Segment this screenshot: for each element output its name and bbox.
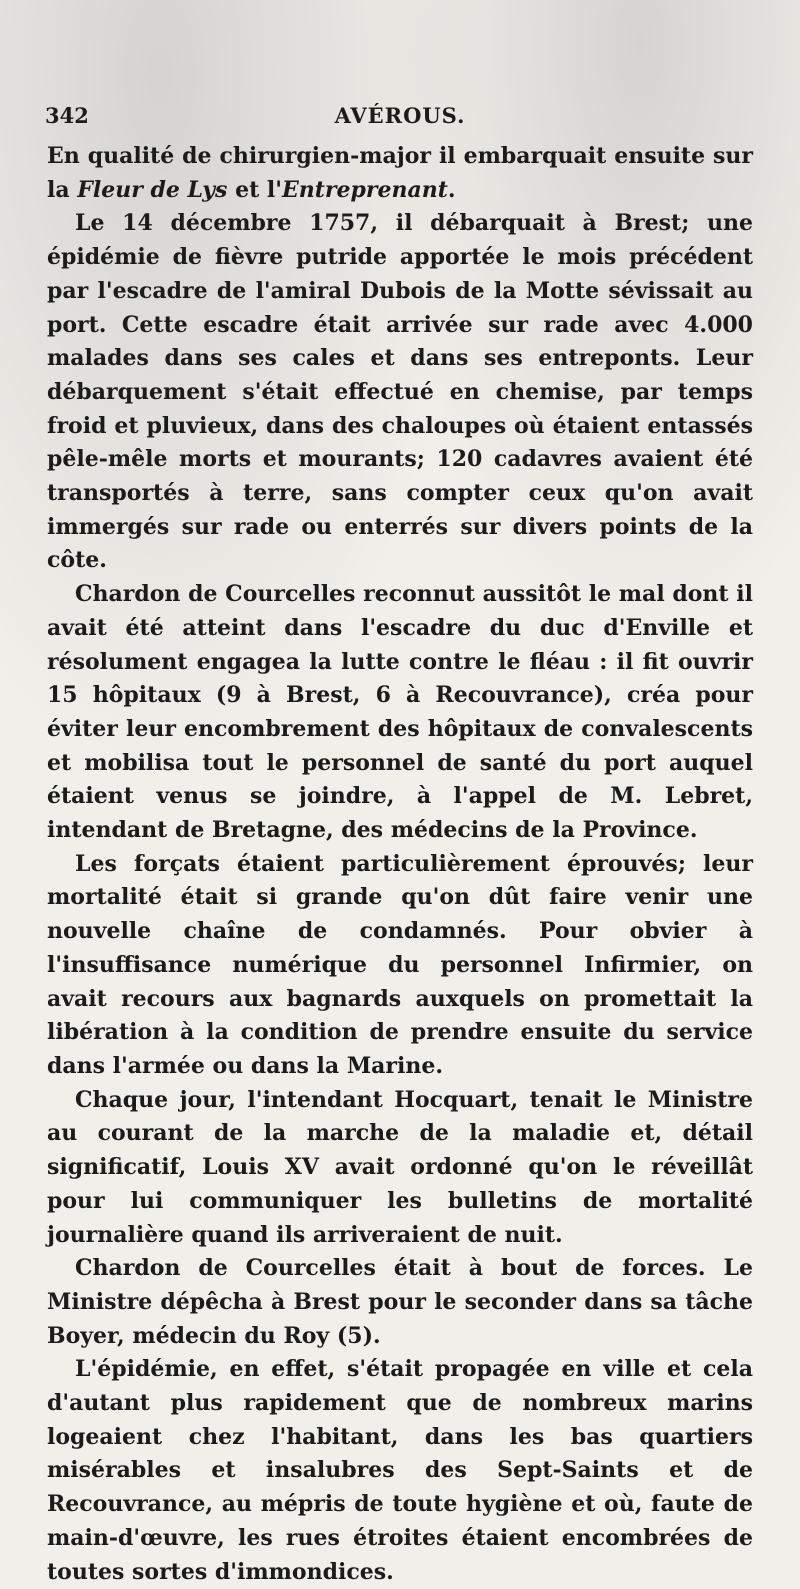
paragraph-1: [47, 140, 753, 207]
paragraph-6: Chardon de Courcelles était à bout de forces. Le Ministre dépêcha à Brest pour le seconder dans sa tâche Boyer, médecin du Roy (5).: [47, 1255, 753, 1349]
ship-name-fleur-de-lys: Fleur de Lys: [77, 176, 228, 203]
paragraph-2: Le 14 décembre 1757, il débarquait à Brest; une épidémie de fièvre putride apportée le mois précédent par l'escadre de l'amiral Dubois de la Motte sévissait au port. Cette escadre était arrivée sur rade avec 4.000 malades dans ses cales et dans ses entreponts. Leur débarquement s'était effectué en chemise, par temps froid et pluvieux, dans des chaloupes où étaient entassés pêle-mêle morts et mourants; 120 cadavres avaient été transportés à terre, sans compter ceux qu'on avait immergés sur rade ou enterrés sur divers points de la côte.: [47, 210, 753, 574]
page-header: [45, 103, 755, 133]
paragraph-4: Les forçats étaient particulièrement éprouvés; leur mortalité était si grande qu'on dût faire venir une nouvelle chaîne de condamnés. Pour obvier à l'insuffisance numérique du personnel Infirmier, on avait recours aux bagnards auxquels on promettait la libération à la condition de prendre ensuite du service dans l'armée ou dans la Marine.: [47, 850, 753, 1079]
paragraph-1-text-c: .: [447, 176, 456, 203]
body-text: [47, 140, 753, 1589]
running-title: AVÉROUS.: [334, 103, 466, 128]
page-number: 342: [45, 103, 89, 128]
paragraph-7: L'épidémie, en effet, s'était propagée en ville et cela d'autant plus rapidement que de nombreux marins logeaient chez l'habitant, dans les bas quartiers misérables et insalubres des Sept-Saints et de Recouvrance, au mépris de toute hygiène et où, faute de main-d'œuvre, les rues étroites étaient encombrées de toutes sortes d'immondices.: [47, 1356, 753, 1585]
paragraph-1-text-b: et l': [227, 176, 282, 203]
ship-name-entreprenant: Entreprenant: [281, 176, 448, 203]
paragraph-3: Chardon de Courcelles reconnut aussitôt le mal dont il avait été atteint dans l'escadre du duc d'Enville et résolument engagea la lutte contre le fléau : il fit ouvrir 15 hôpitaux (9 à Brest, 6 à Recouvrance), créa pour éviter leur encombrement des hôpitaux de convalescents et mobilisa tout le personnel de santé du port auquel étaient venus se joindre, à l'appel de M. Lebret, intendant de Bretagne, des médecins de la Province.: [47, 581, 753, 844]
paragraph-5: Chaque jour, l'intendant Hocquart, tenait le Ministre au courant de la marche de la maladie et, détail significatif, Louis XV avait ordonné qu'on le réveillât pour lui communiquer les bulletins de mortalité journalière quand ils arriveraient de nuit.: [47, 1086, 753, 1248]
paragraph-1-text-a: En qualité de chirurgien-major il embarquait ensuite sur la: [47, 143, 753, 203]
